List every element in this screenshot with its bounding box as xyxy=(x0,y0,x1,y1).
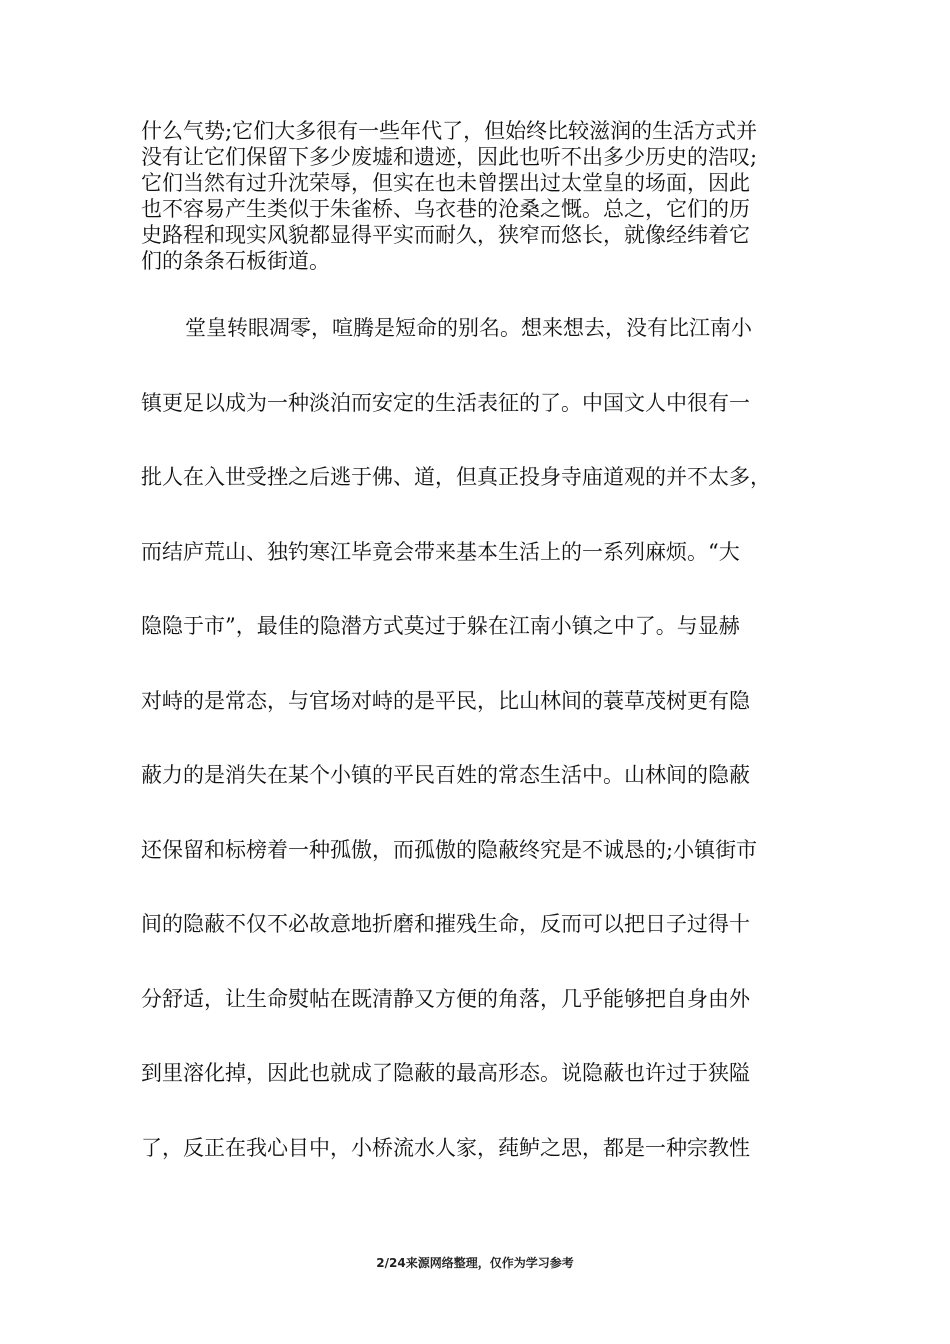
text-line: 了，反正在我心目中，小桥流水人家，莼鲈之思，都是一种宗教性 xyxy=(141,1135,750,1160)
paragraph-main xyxy=(141,308,806,1202)
text-line: 史路程和现实风貌都显得平实而耐久，狭窄而悠长，就像经纬着它 xyxy=(141,223,750,247)
text-line: 还保留和标榜着一种孤傲，而孤傲的隐蔽终究是不诚恳的;小镇街市 xyxy=(141,837,758,862)
text-line: 它们当然有过升沈荣辱，但实在也未曾摆出过太堂皇的场面，因此 xyxy=(141,171,750,195)
text-line: 也不容易产生类似于朱雀桥、乌衣巷的沧桑之慨。总之，它们的历 xyxy=(141,197,750,221)
page-footer: 2/24来源网络整理，仅作为学习参考 xyxy=(376,1256,574,1270)
text-line: 没有让它们保留下多少废墟和遗迹，因此也听不出多少历史的浩叹; xyxy=(141,145,758,169)
text-line: 们的条条石板街道。 xyxy=(141,249,330,273)
text-line: 蔽力的是消失在某个小镇的平民百姓的常态生活中。山林间的隐蔽 xyxy=(141,763,750,787)
text-line: 什么气势;它们大多很有一些年代了，但始终比较滋润的生活方式并 xyxy=(141,119,758,143)
text-line: 批人在入世受挫之后逃于佛、道，但真正投身寺庙道观的并不太多， xyxy=(141,465,771,489)
text-line: 间的隐蔽不仅不必故意地折磨和摧残生命，反而可以把日子过得十 xyxy=(141,912,750,936)
text-line: 而结庐荒山、独钓寒江毕竟会带来基本生活上的一系列麻烦。“大 xyxy=(141,539,740,564)
text-line: 对峙的是常态，与官场对峙的是平民，比山林间的蓑草茂树更有隐 xyxy=(141,688,750,713)
text-line: 到里溶化掉，因此也就成了隐蔽的最高形态。说隐蔽也许过于狭隘 xyxy=(141,1061,750,1085)
paragraph-continued xyxy=(141,118,806,274)
text-line: 镇更足以成为一种淡泊而安定的生活表征的了。中国文人中很有一 xyxy=(141,390,750,415)
text-line: 隐隐于市”，最佳的隐潜方式莫过于躲在江南小镇之中了。与显赫 xyxy=(141,614,740,638)
text-line: 分舒适，让生命熨帖在既清静又方便的角落，几乎能够把自身由外 xyxy=(141,986,750,1011)
text-line: 堂皇转眼凋零，喧腾是短命的别名。想来想去，没有比江南小 xyxy=(185,316,752,340)
